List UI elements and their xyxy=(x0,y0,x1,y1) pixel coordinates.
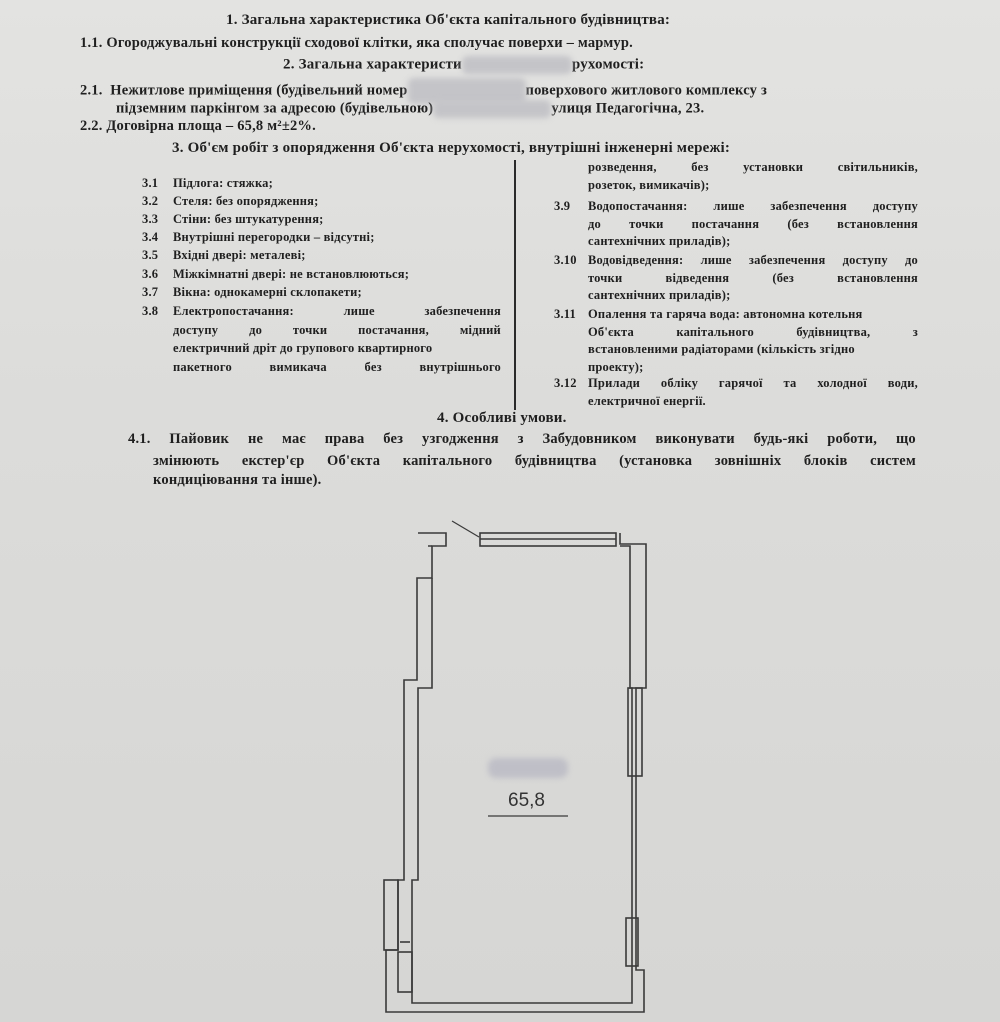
list-item-num: 3.6 xyxy=(142,267,159,281)
list-item-text: Вхідні двері: металеві; xyxy=(173,248,306,262)
word: забезпечення xyxy=(770,199,847,213)
item-1-1: 1.1. Огороджувальні конструкції сходової клітки, яка сполучає поверхи – мармур. xyxy=(80,35,633,51)
word: встановлення xyxy=(837,270,918,285)
word: змінюють xyxy=(153,453,220,469)
door-frame xyxy=(384,880,398,950)
word: постачання, xyxy=(358,322,429,337)
word: точки xyxy=(292,322,328,337)
word: до xyxy=(249,322,263,337)
word: гарячої xyxy=(718,376,763,390)
text-line: Опалення та гаряча вода: автономна котельня xyxy=(588,307,863,321)
item-3-8-num: 3.8 xyxy=(142,304,159,318)
word: права xyxy=(324,431,365,447)
list-item-text: Стеля: без опорядження; xyxy=(173,194,319,208)
entry-door xyxy=(398,952,412,992)
item-2-1-line1: 2.1. Нежитлове приміщення (будівельний номер поверхового житлового комплексу з xyxy=(80,78,767,104)
text-line: сантехнічних приладів); xyxy=(588,288,731,302)
word: забезпечення xyxy=(748,253,826,267)
list-item-text: Міжкімнатні двері: не встановлюються; xyxy=(173,267,410,281)
word: роботи, xyxy=(827,431,878,447)
word: мідний xyxy=(459,322,501,337)
word: зовнішніх xyxy=(714,453,782,469)
word: не xyxy=(247,431,264,447)
word: та xyxy=(783,376,797,390)
word: внутрішнього xyxy=(419,359,501,374)
word: Об'єкта xyxy=(327,453,381,469)
list-item-text: Стіни: без штукатурення; xyxy=(173,212,324,226)
text-line: проекту); xyxy=(588,359,644,374)
word: Об'єкта xyxy=(588,324,634,339)
word: без xyxy=(364,359,382,374)
word: обліку xyxy=(660,376,699,390)
section-2-heading: 2. Загальна характеристи рухомості: xyxy=(283,56,645,73)
word: установки xyxy=(743,160,804,174)
area-label: 65,8 xyxy=(508,790,545,811)
word: Пайовик xyxy=(169,431,230,447)
word: точки xyxy=(588,270,623,285)
list-item-num: 3.4 xyxy=(142,230,159,244)
text-line: електричної енергії. xyxy=(588,393,706,408)
word: без xyxy=(691,160,709,174)
word: доступу xyxy=(842,253,888,267)
word: до xyxy=(905,253,918,267)
word: світильників, xyxy=(837,160,918,174)
word: 4.1. xyxy=(128,431,151,447)
word: Забудовником xyxy=(542,431,637,447)
word: екстер'єр xyxy=(241,453,305,469)
word: до xyxy=(588,216,601,231)
word: Водопостачання: xyxy=(588,199,688,213)
word: розведення, xyxy=(588,160,657,174)
item-2-1-line2: підземним паркінгом за адресою (будівельною) улиця Педагогічна, 23. xyxy=(116,100,705,117)
word: що xyxy=(895,431,916,447)
list-item-text: Вікна: однокамерні склопакети; xyxy=(173,285,362,299)
list-item-text: Підлога: стяжка; xyxy=(173,176,273,190)
item-3-11-num: 3.11 xyxy=(554,307,576,321)
list-item-text: Внутрішні перегородки – відсутні; xyxy=(173,230,375,244)
word: має xyxy=(281,431,306,447)
word: (без xyxy=(772,270,794,285)
list-item-num: 3.1 xyxy=(142,176,159,190)
word: без xyxy=(383,431,404,447)
list-item-num: 3.2 xyxy=(142,194,159,208)
word: пакетного xyxy=(173,359,232,374)
radiator xyxy=(628,688,642,776)
list-item-num: 3.7 xyxy=(142,285,159,299)
word: лише xyxy=(713,199,745,213)
word: відведення xyxy=(665,270,730,285)
word: виконувати xyxy=(655,431,735,447)
text-line: електричний дріт до групового квартирного xyxy=(173,341,433,355)
list-item-num: 3.3 xyxy=(142,212,159,226)
word: Електропостачання: xyxy=(173,304,294,318)
list-item-num: 3.5 xyxy=(142,248,159,262)
item-3-10-num: 3.10 xyxy=(554,253,577,267)
text-line: встановленими радіаторами (кількість згідно xyxy=(588,342,855,356)
word: доступу xyxy=(173,322,219,337)
window-leader-line xyxy=(452,521,479,537)
word: капітального xyxy=(676,324,754,339)
word: доступу xyxy=(872,199,918,213)
word: лише xyxy=(343,304,375,318)
item-3-12-num: 3.12 xyxy=(554,376,577,390)
word: точки xyxy=(629,216,664,231)
section-1-heading: 1. Загальна характеристика Об'єкта капітального будівництва: xyxy=(226,12,671,28)
word: холодної xyxy=(817,376,867,390)
word: вимикача xyxy=(269,359,327,374)
word: постачання xyxy=(691,216,760,231)
word: капітального xyxy=(402,453,493,469)
word: (установка xyxy=(619,453,693,469)
word: блоків xyxy=(803,453,848,469)
word: узгодження xyxy=(422,431,499,447)
word: Водовідведення: xyxy=(588,253,684,267)
word: з xyxy=(517,431,524,447)
word: з xyxy=(912,324,918,339)
word: систем xyxy=(870,453,916,469)
section-3-heading: 3. Об'єм робіт з опорядження Об'єкта нерухомості, внутрішні інженерні мережі: xyxy=(172,140,731,156)
text-line: розеток, вимикачів); xyxy=(588,177,710,192)
word: будь-які xyxy=(753,431,809,447)
redacted-room-number xyxy=(488,758,568,778)
word: води, xyxy=(887,376,918,390)
item-3-9-num: 3.9 xyxy=(554,199,571,213)
word: лише xyxy=(700,253,732,267)
item-2-2: 2.2. Договірна площа – 65,8 м²±2%. xyxy=(80,118,316,134)
word: Прилади xyxy=(588,376,641,390)
text-line: сантехнічних приладів); xyxy=(588,234,731,248)
word: забезпечення xyxy=(424,304,501,318)
text-line: кондиціювання та інше). xyxy=(153,472,322,488)
word: будівництва xyxy=(514,453,597,469)
section-4-heading: 4. Особливі умови. xyxy=(437,410,567,426)
word: (без xyxy=(787,216,809,231)
word: встановлення xyxy=(837,216,918,231)
word: будівництва, xyxy=(796,324,871,339)
